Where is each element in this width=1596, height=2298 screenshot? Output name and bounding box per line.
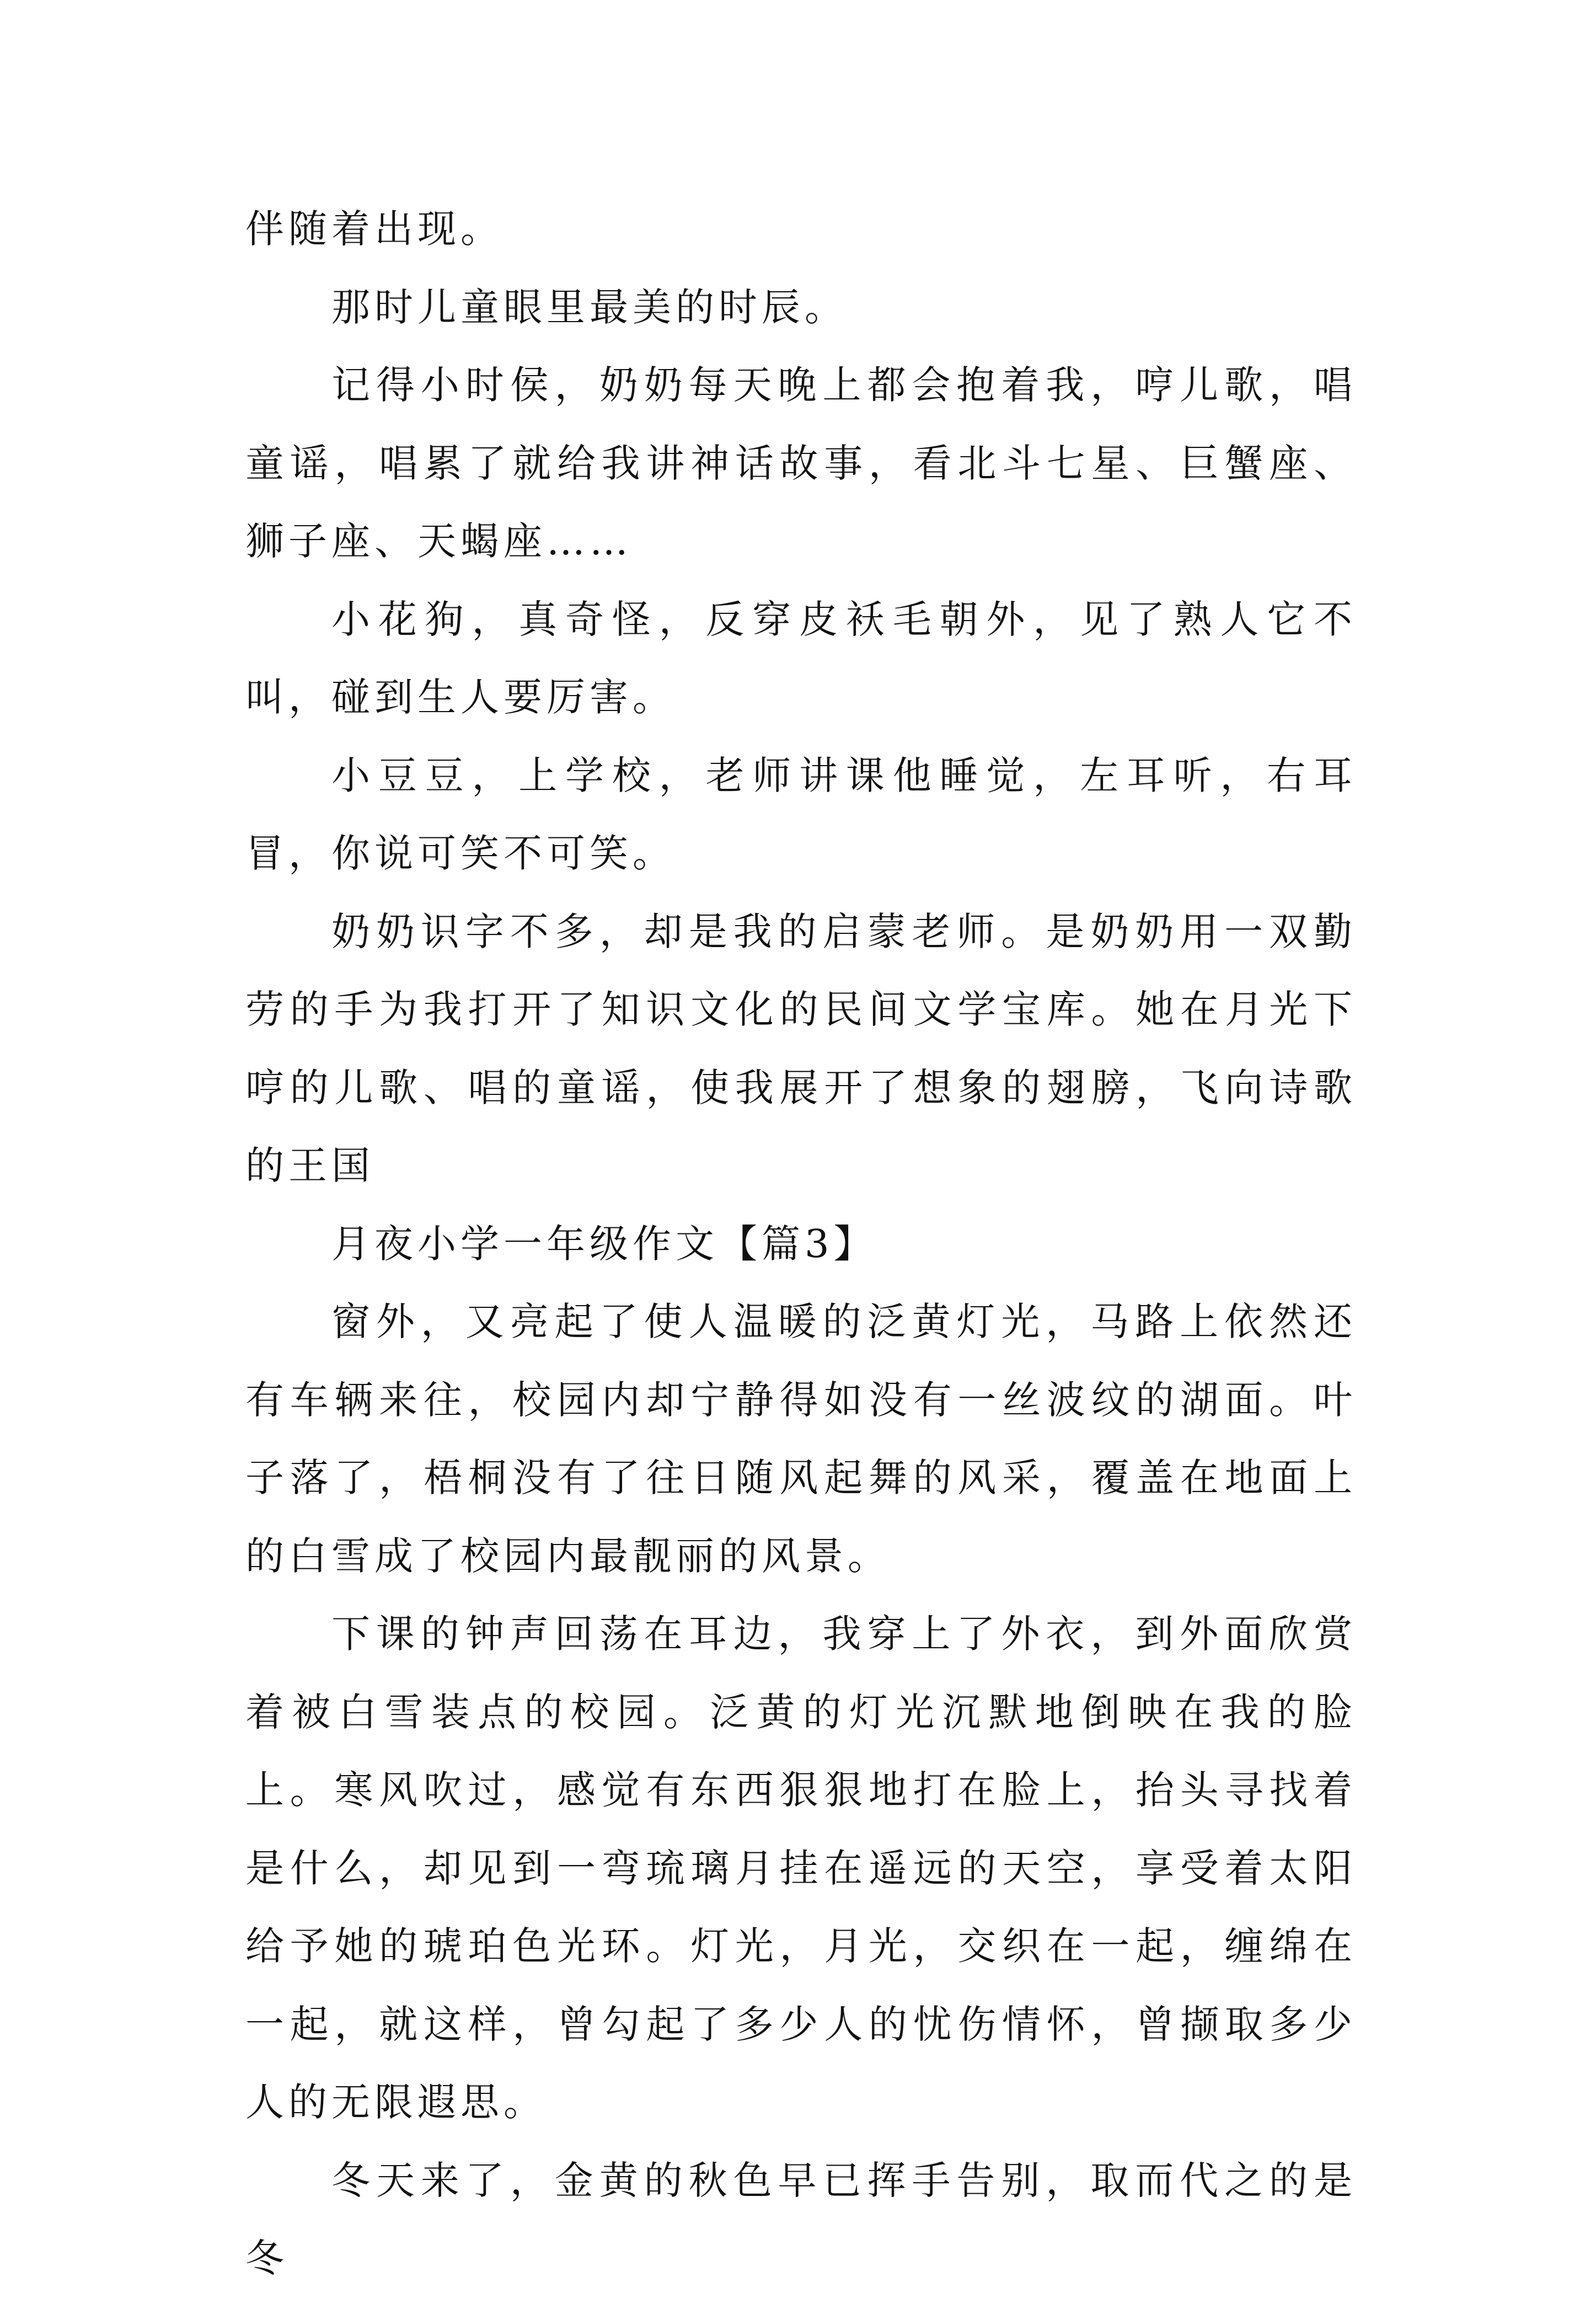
paragraph-5: 小豆豆，上学校，老师讲课他睡觉，左耳听，右耳冒，你说可笑不可笑。	[245, 752, 1357, 876]
paragraph-1: 伴随着出现。	[245, 206, 504, 252]
paragraph-6: 奶奶识字不多，却是我的启蒙老师。是奶奶用一双勤劳的手为我打开了知识文化的民间文学宝库。她在月光下哼的儿歌、唱的童谣，使我展开了想象的翅膀，飞向诗歌的王国	[245, 908, 1357, 1188]
paragraph-9: 冬天来了，金黄的秋色早已挥手告别，取而代之的是冬	[245, 2157, 1357, 2281]
paragraph-4: 小花狗，真奇怪，反穿皮袄毛朝外，见了熟人它不叫，碰到生人要厉害。	[245, 596, 1357, 720]
paragraph-7: 窗外，又亮起了使人温暖的泛黄灯光，马路上依然还有车辆来往，校园内却宁静得如没有一丝波纹的湖面。叶子落了，梧桐没有了往日随风起舞的风采，覆盖在地面上的白雪成了校园内最靓丽的风景。	[245, 1299, 1357, 1579]
paragraph-3: 记得小时侯，奶奶每天晚上都会抱着我，哼儿歌，唱童谣，唱累了就给我讲神话故事，看北斗七星、巨蟹座、狮子座、天蝎座……	[245, 362, 1357, 564]
document-body	[245, 190, 1357, 2298]
paragraph-2: 那时儿童眼里最美的时辰。	[331, 284, 848, 330]
section-heading: 月夜小学一年级作文【篇3】	[331, 1221, 877, 1266]
paragraph-8: 下课的钟声回荡在耳边，我穿上了外衣，到外面欣赏着被白雪装点的校园。泛黄的灯光沉默地倒映在我的脸上。寒风吹过，感觉有东西狠狠地打在脸上，抬头寻找着是什么，却见到一弯琉璃月挂在遥远的天空，享受着太阳给予她的琥珀色光环。灯光，月光，交织在一起，缠绵在一起，就这样，曾勾起了多少人的忧伤情怀，曾撷取多少人的无限遐思。	[245, 1611, 1357, 2125]
